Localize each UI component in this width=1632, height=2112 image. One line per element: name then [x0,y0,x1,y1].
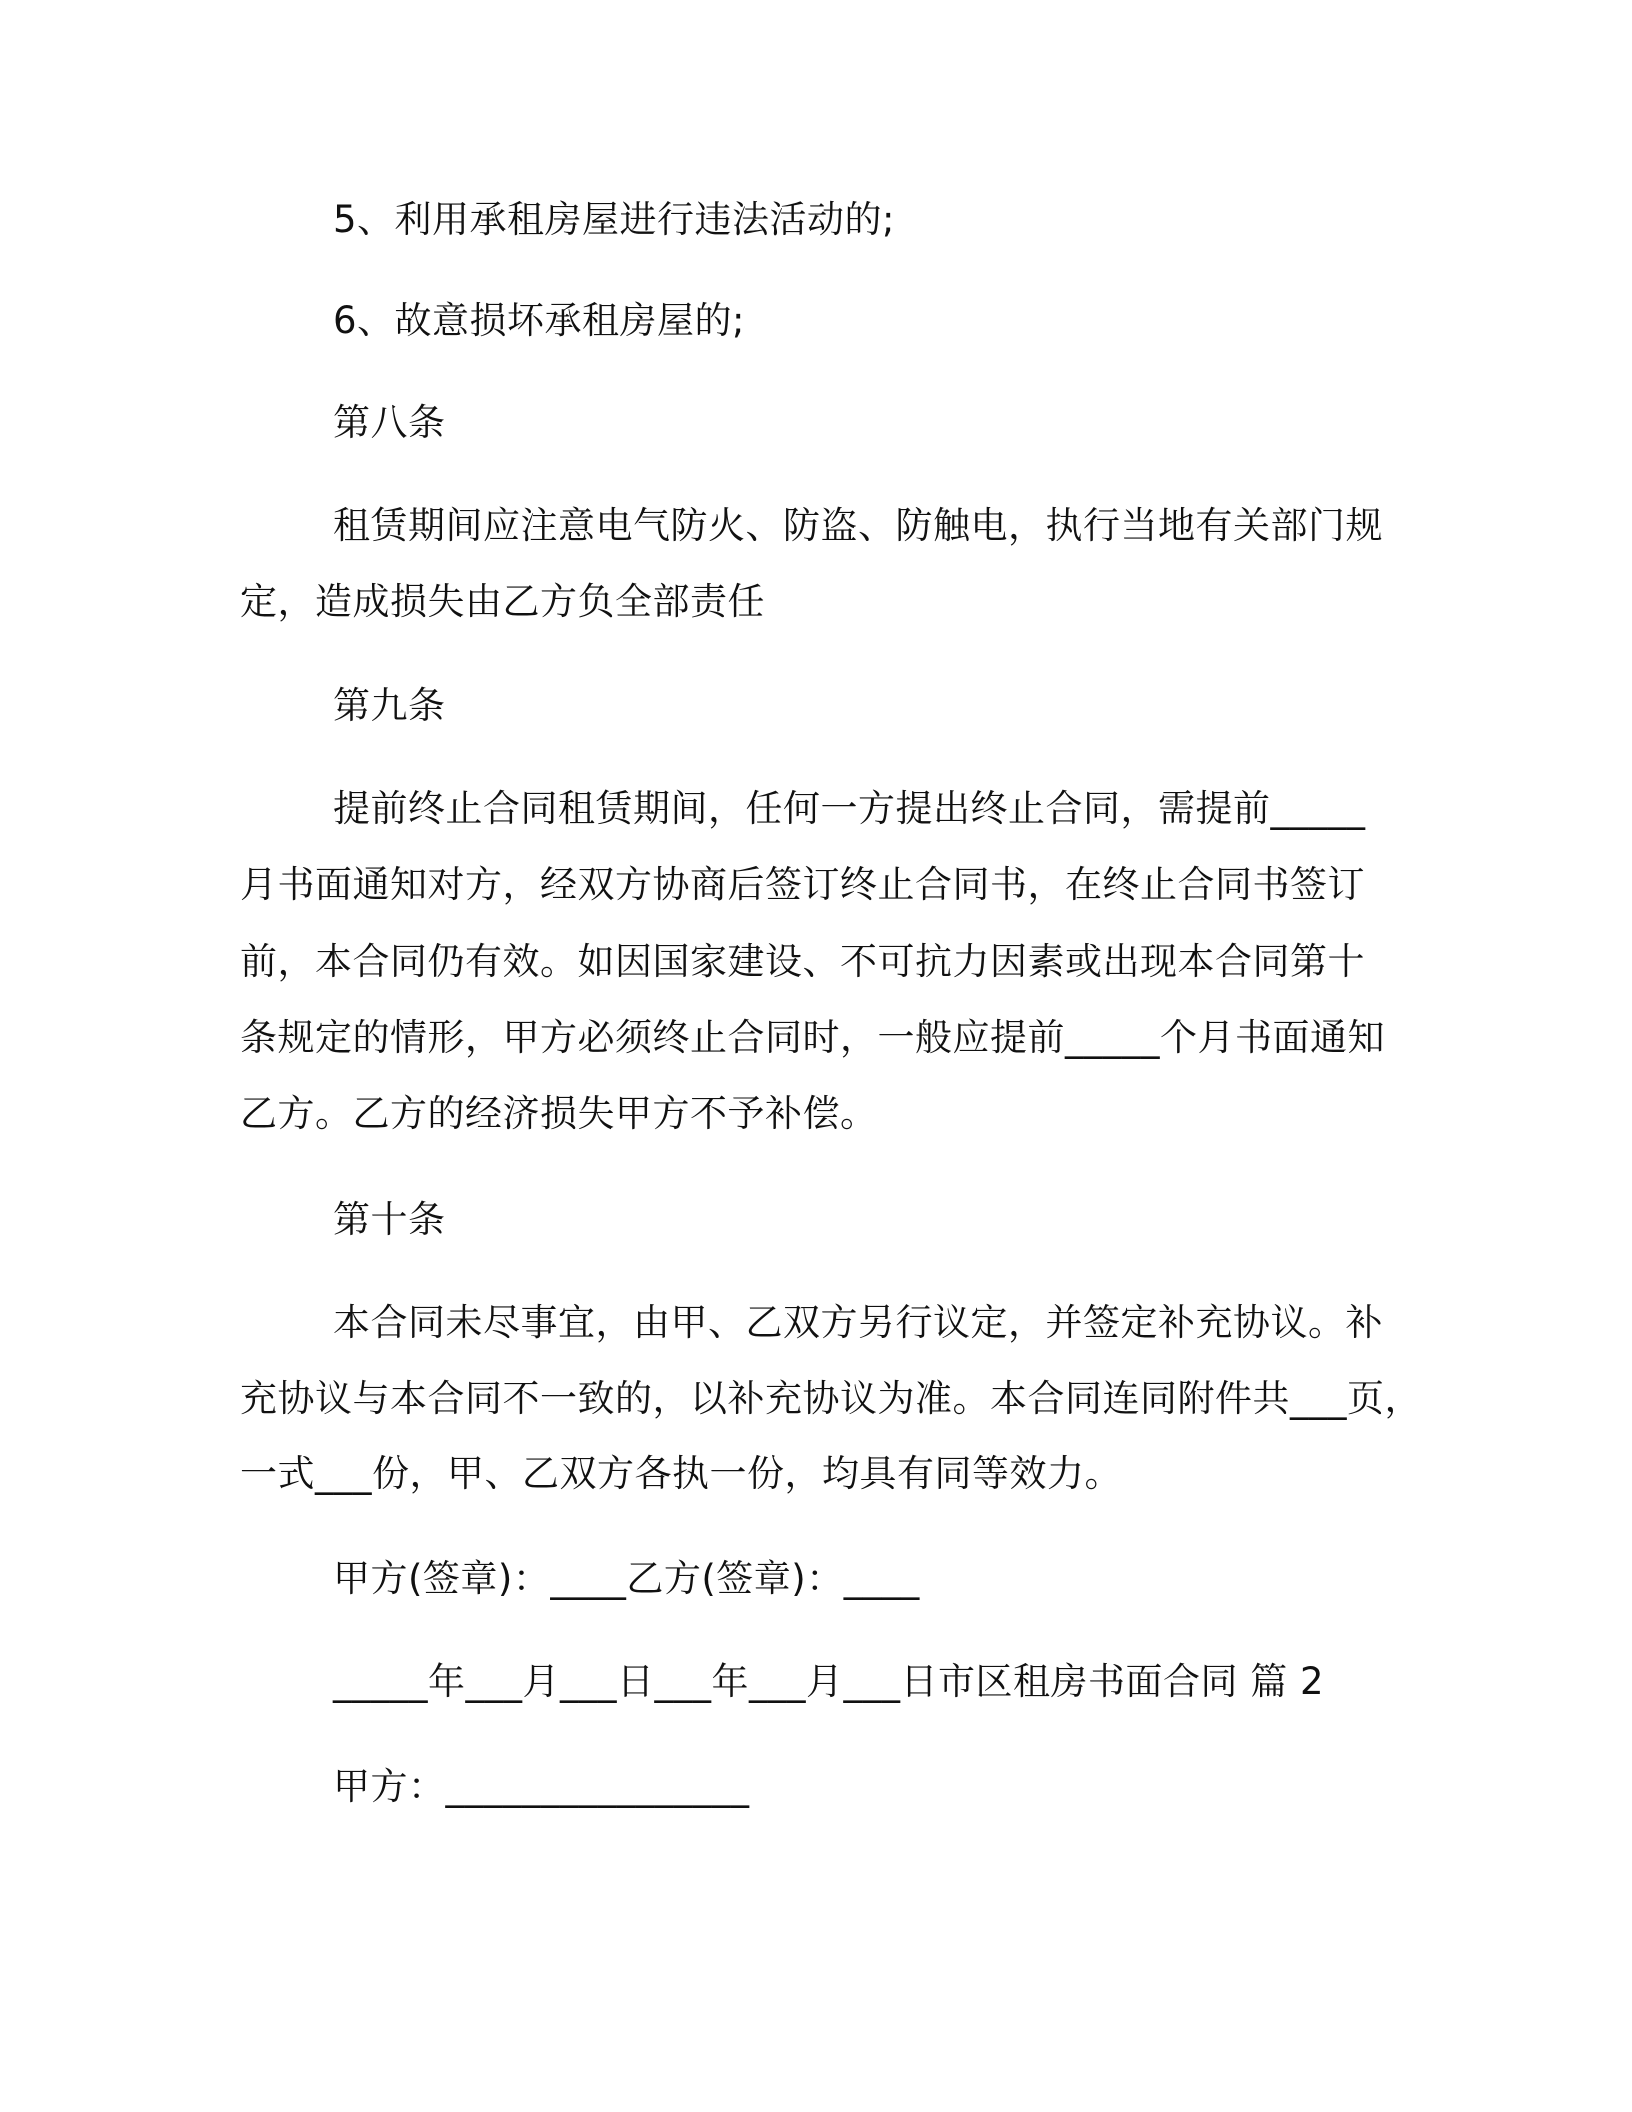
article-9-paragraph-line: 乙方。乙方的经济损失甲方不予补偿。 [240,1092,878,1135]
clause-item-6: 6、故意损坏承租房屋的; [333,299,746,342]
article-9-paragraph-line: 提前终止合同租赁期间，任何一方提出终止合同，需提前_____ [333,787,1366,830]
article-8-heading: 第八条 [333,401,446,444]
article-9-paragraph-line: 前，本合同仍有效。如因国家建设、不可抗力因素或出现本合同第十 [240,940,1365,983]
article-10-paragraph-line: 本合同未尽事宜，由甲、乙双方另行议定，并签定补充协议。补 [333,1301,1383,1344]
article-9-paragraph-line: 条规定的情形，甲方必须终止合同时，一般应提前_____个月书面通知 [240,1016,1385,1059]
article-8-paragraph-line: 租赁期间应注意电气防火、防盗、防触电，执行当地有关部门规 [333,504,1383,547]
date-line: _____年___月___日___年___月___日市区租房书面合同 篇 2 [333,1660,1325,1703]
article-8-paragraph-line: 定，造成损失由乙方负全部责任 [240,580,765,623]
article-10-paragraph-line: 充协议与本合同不一致的，以补充协议为准。本合同连同附件共___页， [240,1377,1422,1420]
party-a-line: 甲方：________________ [333,1765,750,1808]
clause-item-5: 5、利用承租房屋进行违法活动的; [333,198,896,241]
signature-line: 甲方(签章)：____乙方(签章)：____ [333,1557,920,1600]
article-10-heading: 第十条 [333,1198,446,1241]
article-10-paragraph-line: 一式___份，甲、乙双方各执一份，均具有同等效力。 [240,1452,1122,1495]
article-9-heading: 第九条 [333,684,446,727]
article-9-paragraph-line: 月书面通知对方，经双方协商后签订终止合同书，在终止合同书签订 [240,863,1365,906]
